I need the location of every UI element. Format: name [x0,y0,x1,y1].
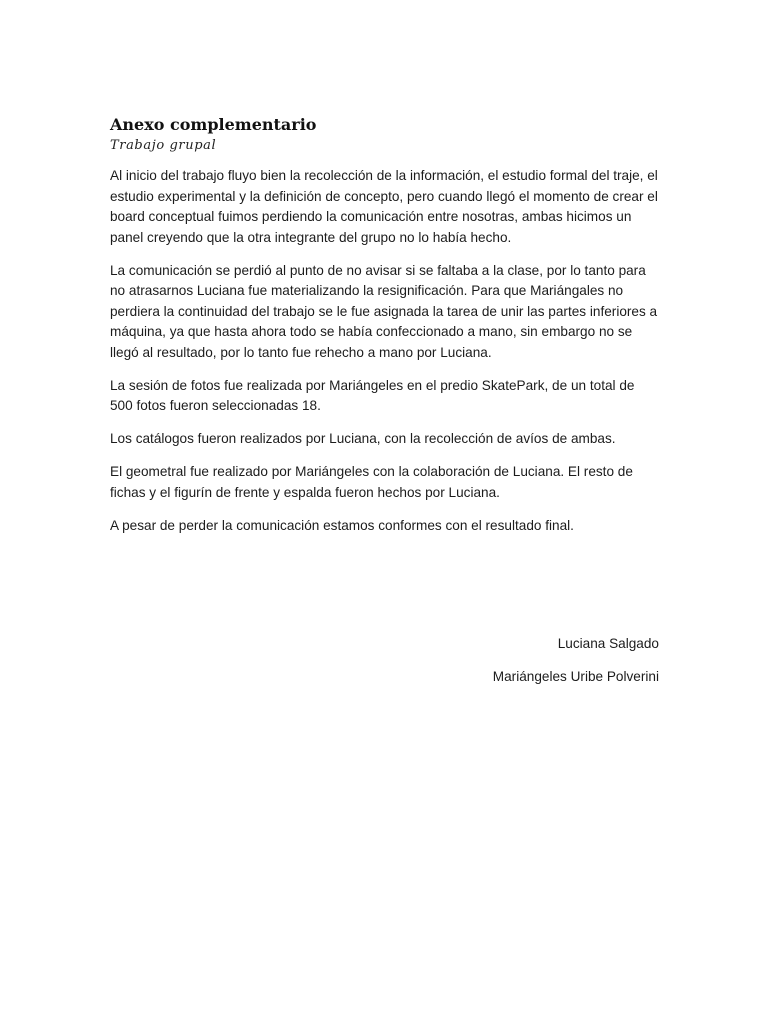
paragraph-5: El geometral fue realizado por Mariángeles con la colaboración de Luciana. El resto de fichas y el figurín de frente y espalda fueron hechos por Luciana. [110,464,633,500]
signature-name-2: Mariángeles Uribe Polverini [492,669,659,684]
document-subtitle: Trabajo grupal [110,138,217,153]
signature-block [493,634,659,700]
paragraph-4: Los catálogos fueron realizados por Luciana, con la recolección de avíos de ambas. [110,431,616,446]
signature-name-1: Luciana Salgado [557,636,659,651]
paragraph-6: A pesar de perder la comunicación estamos conformes con el resultado final. [110,517,574,533]
document-title: Anexo complementario [110,115,317,134]
document-body [110,114,660,549]
paragraph-2: La comunicación se perdió al punto de no avisar si se faltaba a la clase, por lo tanto para no atrasarnos Luciana fue materializando la resignificación. Para que Mariángales no perdiera la continuidad del trabajo se le fue asignada la tarea de unir las partes inferiores a máquina, ya que hasta ahora todo se había confeccionado a mano, sin embargo no se llegó al resultado, por lo tanto fue rehecho a mano por Luciana. [110,262,658,360]
paragraph-1: Al inicio del trabajo fluyo bien la recolección de la información, el estudio formal del traje, el estudio experimental y la definición de concepto, pero cuando llegó el momento de crear el board conceptual fuimos perdiendo la comunicación entre nosotras, ambas hicimos un panel creyendo que la otra integrante del grupo no lo había hecho. [110,168,658,245]
paragraph-3: La sesión de fotos fue realizada por Mariángeles en el predio SkatePark, de un total de 500 fotos fueron seleccionadas 18. [110,377,635,413]
